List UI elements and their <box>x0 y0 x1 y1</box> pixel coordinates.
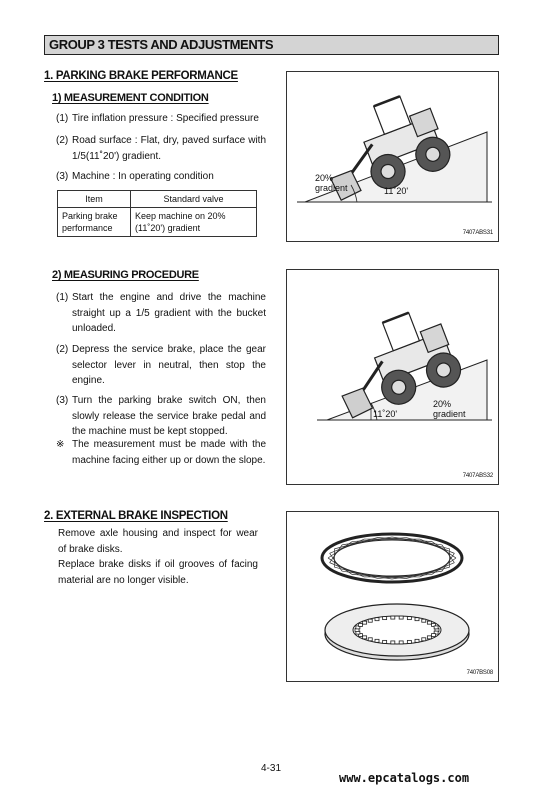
disk-tooth <box>427 621 431 624</box>
loader-uphill-illustration <box>287 72 498 241</box>
oil-groove-line <box>420 539 455 553</box>
table-cell-standard: Keep machine on 20% (11˚20') gradient <box>131 208 257 237</box>
sub2-item-1: (1) Start the engine and drive the machine straight up a 1/5 gradient with the bucket unloaded. <box>56 292 266 334</box>
fig2-percent: 20% <box>433 399 452 409</box>
figure-brake-disks <box>286 511 499 682</box>
disk-tooth <box>399 616 403 619</box>
fig1-percent: 20% <box>315 173 334 183</box>
disk-tooth <box>407 617 411 620</box>
table-cell-item: Parking brake performance <box>58 208 131 237</box>
disk-tooth <box>363 636 367 639</box>
fig2-code: 7407ABS32 <box>462 473 493 479</box>
sub1-title: 1) MEASUREMENT CONDITION <box>52 92 209 104</box>
table-header-standard: Standard valve <box>131 191 257 208</box>
sub1-item-1: (1) Tire inflation pressure : Specified pressure <box>56 113 259 124</box>
brake-disks-illustration <box>287 512 498 681</box>
disk-tooth <box>391 616 395 619</box>
oil-groove-line <box>330 563 365 577</box>
disk-tooth <box>415 618 419 621</box>
sub2-item-2: (2) Depress the service brake, place the gear selector lever in neutral, then stop the engine. <box>56 344 266 386</box>
disk-tooth <box>407 640 411 643</box>
section2-title: 2. EXTERNAL BRAKE INSPECTION <box>44 510 228 522</box>
disk-tooth <box>368 638 372 641</box>
disk-tooth <box>358 623 362 626</box>
table-header-item: Item <box>58 191 131 208</box>
disk-tooth <box>383 617 387 620</box>
loader-downhill-illustration <box>287 270 498 484</box>
disk-tooth <box>422 619 426 622</box>
spec-table <box>57 190 257 237</box>
disk-tooth <box>363 621 367 624</box>
fig3-code: 7407BS08 <box>466 670 493 676</box>
fig1-code: 7407ABS31 <box>462 230 493 236</box>
fig1-gradient: gradient <box>315 183 348 193</box>
section2-line-1: Remove axle housing and inspect for wear of brake disks. <box>58 528 258 555</box>
disk-tooth <box>391 641 395 644</box>
group-title: GROUP 3 TESTS AND ADJUSTMENTS <box>44 35 499 55</box>
disk-tooth <box>427 636 431 639</box>
disk-tooth <box>432 634 436 637</box>
section2-line-2: Replace brake disks if oil grooves of facing material are no longer visible. <box>58 559 258 586</box>
disk-tooth <box>434 626 438 629</box>
sub2-item-3: (3) Turn the parking brake switch ON, then slowly release the service brake pedal and the machine must be kept stopped. <box>56 395 266 437</box>
page-number: 4-31 <box>261 763 282 774</box>
disk-tooth <box>422 638 426 641</box>
oil-groove-line <box>442 545 454 563</box>
disk-tooth <box>375 618 379 621</box>
sub1-item-2: (2) Road surface : Flat, dry, paved surface with 1/5(11˚20') gradient. <box>56 135 266 162</box>
watermark: www.epcatalogs.com <box>339 771 470 785</box>
sub1-item-3: (3) Machine : In operating condition <box>56 171 214 182</box>
fig1-angle: 11˚20' <box>384 186 409 196</box>
disk-tooth <box>383 640 387 643</box>
disk-tooth <box>415 639 419 642</box>
sub2-note: ※ The measurement must be made with the machine facing either up or down the slope. <box>56 439 266 466</box>
disk-tooth <box>375 639 379 642</box>
fig2-angle: 11˚20' <box>373 409 398 419</box>
sub2-title: 2) MEASURING PROCEDURE <box>52 269 199 281</box>
figure-downhill-loader <box>286 269 499 485</box>
disk-tooth <box>368 619 372 622</box>
fig2-gradient: gradient <box>433 409 466 419</box>
figure-uphill-loader <box>286 71 499 242</box>
disk-tooth <box>399 641 403 644</box>
section1-title: 1. PARKING BRAKE PERFORMANCE <box>44 70 238 82</box>
